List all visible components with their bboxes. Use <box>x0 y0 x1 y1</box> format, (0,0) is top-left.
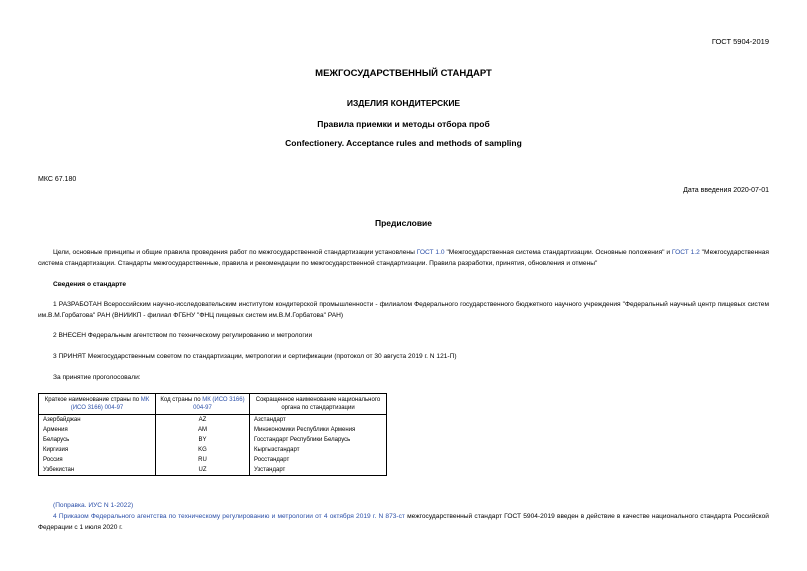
country-cell: Узбекистан <box>39 465 156 476</box>
intro-text-3: "Межгосударственная система стандартизации. Стандарты межгосударственные, правила и рекомендации по межгосударственной стандартизации. Правила разработки, принятия, обновления и отмены" <box>38 249 769 267</box>
gost-1-0-link[interactable]: ГОСТ 1.0 <box>416 249 445 256</box>
voted-label: За принятие проголосовали: <box>53 374 141 381</box>
header-country-code: Код страны по МК (ИСО 3166) 004-97 <box>156 394 250 415</box>
mks-code: МКС 67.180 <box>38 176 77 183</box>
code-cell: RU <box>156 455 250 465</box>
body-cell: Азстандарт <box>250 415 387 426</box>
document-code: ГОСТ 5904-2019 <box>711 37 769 46</box>
table-row <box>39 425 387 435</box>
country-cell: Азербайджан <box>39 415 156 426</box>
intro-text-2: "Межгосударственная система стандартизации. Основные положения" и <box>444 249 672 256</box>
table-row <box>39 435 387 445</box>
code-cell: AZ <box>156 415 250 426</box>
body-cell: Минэкономики Республики Армения <box>250 425 387 435</box>
country-cell: Киргизия <box>39 445 156 455</box>
item-4-text: межгосударственный стандарт ГОСТ 5904-2019 введен в действие в качестве национального стандарта Российской Федерации с 1 июля 2020 г. <box>38 513 769 531</box>
table-row <box>39 445 387 455</box>
body-cell: Госстандарт Республики Беларусь <box>250 435 387 445</box>
code-cell: UZ <box>156 465 250 476</box>
intro-text-1: Цели, основные принципы и общие правила проведения работ по межгосударственной стандартизации установлены <box>53 249 417 256</box>
item-1-developed: 1 РАЗРАБОТАН Всероссийским научно-исследовательским институтом кондитерской промышленности - филиалом Федерального государственного бюджетного научного учреждения "Федеральный научный центр пищевых систем им.В.М.Горбатова" РАН (ВНИИКП - филиал ФГБНУ "ФНЦ пищевых систем им.В.М.Горбатова" РАН) <box>38 301 769 319</box>
header-country-name: Краткое наименование страны по МК (ИСО 3166) 004-97 <box>39 394 156 415</box>
standard-info-heading: Сведения о стандарте <box>53 281 127 288</box>
english-title: Confectionery. Acceptance rules and methods of sampling <box>285 138 522 148</box>
table-header-row <box>39 394 387 415</box>
country-cell: Армения <box>39 425 156 435</box>
code-cell: KG <box>156 445 250 455</box>
rosstandart-order-link[interactable]: 4 Приказом Федерального агентства по техническому регулированию и метрологии от 4 октября 2019 г. N 873-ст <box>53 513 405 520</box>
header-national-body: Сокращенное наименование национального органа по стандартизации <box>250 394 387 415</box>
table-row <box>39 415 387 426</box>
gost-1-2-link[interactable]: ГОСТ 1.2 <box>671 249 700 256</box>
country-cell: Беларусь <box>39 435 156 445</box>
standard-type-heading: МЕЖГОСУДАРСТВЕННЫЙ СТАНДАРТ <box>315 68 492 79</box>
code-cell: AM <box>156 425 250 435</box>
mk-iso-3166-link[interactable]: МК (ИСО 3166) 004-97 <box>193 397 245 411</box>
table-row <box>39 455 387 465</box>
item-2-submitted: 2 ВНЕСЕН Федеральным агентством по техническому регулированию и метрологии <box>53 332 313 339</box>
preface-heading: Предисловие <box>374 218 433 228</box>
voting-table <box>38 393 387 476</box>
preface-intro-paragraph <box>38 247 769 269</box>
item-3-adopted: 3 ПРИНЯТ Межгосударственным советом по стандартизации, метрологии и сертификации (протокол от 30 августа 2019 г. N 121-П) <box>53 353 457 360</box>
standard-subtitle: Правила приемки и методы отбора проб <box>317 119 490 129</box>
item-4-enacted <box>38 511 769 533</box>
body-cell: Кыргызстандарт <box>250 445 387 455</box>
introduction-date: Дата введения 2020-07-01 <box>683 187 769 194</box>
body-cell: Узстандарт <box>250 465 387 476</box>
country-cell: Россия <box>39 455 156 465</box>
code-cell: BY <box>156 435 250 445</box>
table-row <box>39 465 387 476</box>
standard-name-heading: ИЗДЕЛИЯ КОНДИТЕРСКИЕ <box>346 98 461 108</box>
body-cell: Росстандарт <box>250 455 387 465</box>
amendment-link[interactable]: (Поправка. ИУС N 1-2022) <box>53 502 134 509</box>
mk-iso-3166-link[interactable]: МК (ИСО 3166) 004-97 <box>70 397 150 411</box>
amendment-paragraph <box>38 500 769 511</box>
